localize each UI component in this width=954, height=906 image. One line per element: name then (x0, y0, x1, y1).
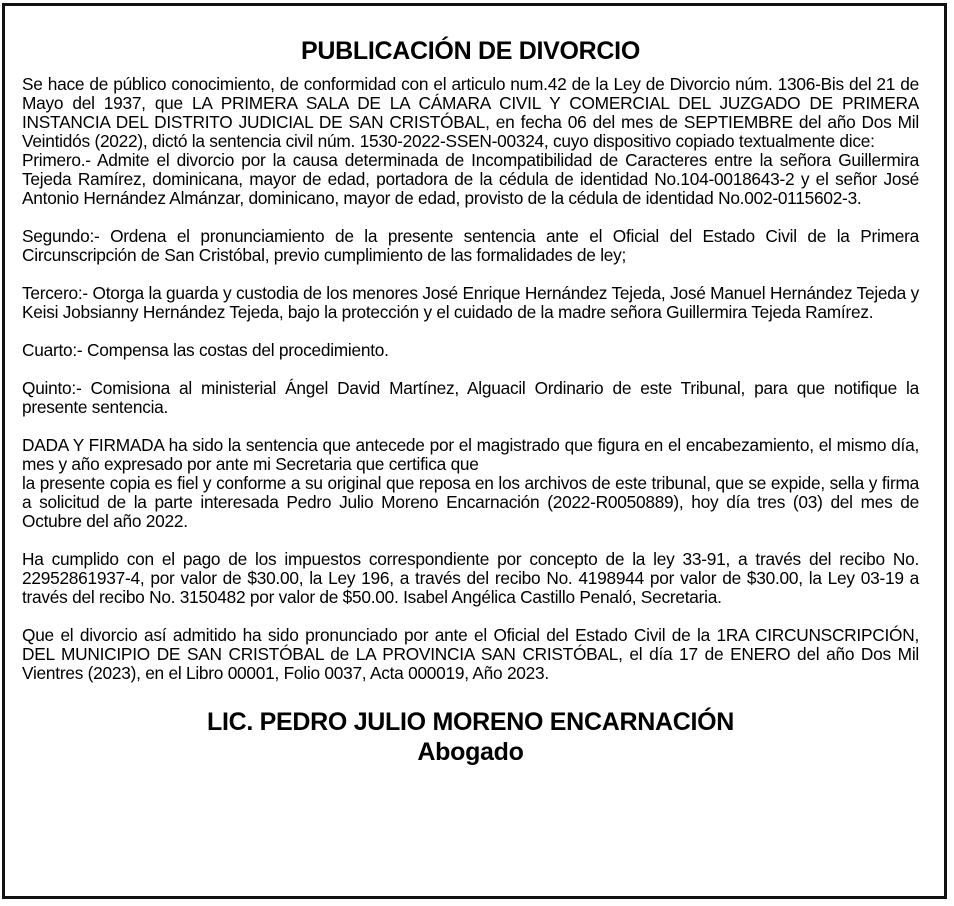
ruling-fourth-paragraph: Cuarto:- Compensa las costas del procedimiento. (22, 340, 389, 360)
certification-copy: la presente copia es fiel y conforme a su original que reposa en los archivos de este tribunal, que se expide, sella y firma a solicitud de la parte interesada Pedro Julio Moreno Encarnación (2022-R0050889), hoy día tres (03) del mes de Octubre del año 2022. (22, 473, 919, 531)
certification-paragraph (22, 436, 919, 531)
notice-title: PUBLICACIÓN DE DIVORCIO (301, 37, 640, 65)
ruling-second-paragraph: Segundo:- Ordena el pronunciamiento de la presente sentencia ante el Oficial del Estado Civil de la Primera Circunscripción de San Cristóbal, previo cumplimiento de las formalidades de ley; (22, 226, 919, 265)
registration-paragraph: Que el divorcio así admitido ha sido pronunciado por ante el Oficial del Estado Civil de la 1RA CIRCUNSCRIPCIÓN, DEL MUNICIPIO DE SAN CRISTÓBAL de LA PROVINCIA SAN CRISTÓBAL, el día 17 de ENERO del año Dos Mil Vientres (2023), en el Libro 00001, Folio 0037, Acta 000019, Año 2023. (22, 625, 919, 683)
signature-block (22, 707, 919, 767)
ruling-fifth-paragraph: Quinto:- Comisiona al ministerial Ángel David Martínez, Alguacil Ordinario de este Tribunal, para que notifique la presente sentencia. (22, 378, 919, 417)
signature-name: LIC. PEDRO JULIO MORENO ENCARNACIÓN (206, 708, 735, 736)
certification-intro: DADA Y FIRMADA ha sido la sentencia que antecede por el magistrado que figura en el encabezamiento, el mismo día, mes y año expresado por ante mi Secretaria que certifica que (22, 435, 919, 474)
intro-paragraph: Se hace de público conocimiento, de conformidad con el articulo num.42 de la Ley de Divorcio núm. 1306-Bis del 21 de Mayo del 1937, que LA PRIMERA SALA DE LA CÁMARA CIVIL Y COMERCIAL DEL JUZGADO DE PRIMERA INSTANCIA DEL DISTRITO JUDICIAL DE SAN CRISTÓBAL, en fecha 06 del mes de SEPTIEMBRE del año Dos Mil Veintidós (2022), dictó la sentencia civil núm. 1530-2022-SSEN-00324, cuyo dispositivo copiado textualmente dice: (22, 74, 919, 151)
ruling-first-paragraph: Primero.- Admite el divorcio por la causa determinada de Incompatibilidad de Caracteres entre la señora Guillermira Tejeda Ramírez, dominicana, mayor de edad, portadora de la cédula de identidad No.104-0018643-2 y el señor José Antonio Hernández Almánzar, dominicano, mayor de edad, provisto de la cédula de identidad No.002-0115602-3. (22, 150, 919, 208)
tax-payment-paragraph: Ha cumplido con el pago de los impuestos correspondiente por concepto de la ley 33-91, a través del recibo No. 22952861937-4, por valor de $30.00, la Ley 196, a través del recibo No. 4198944 por valor de $30.00, la Ley 03-19 a través del recibo No. 3150482 por valor de $50.00. Isabel Angélica Castillo Penaló, Secretaria. (22, 549, 919, 607)
ruling-third-paragraph: Tercero:- Otorga la guarda y custodia de los menores José Enrique Hernández Tejeda, José Manuel Hernández Tejeda y Keisi Jobsianny Hernández Tejeda, bajo la protección y el cuidado de la madre señora Guillermira Tejeda Ramírez. (22, 283, 919, 322)
divorce-notice (2, 3, 947, 899)
signature-role: Abogado (417, 738, 524, 766)
